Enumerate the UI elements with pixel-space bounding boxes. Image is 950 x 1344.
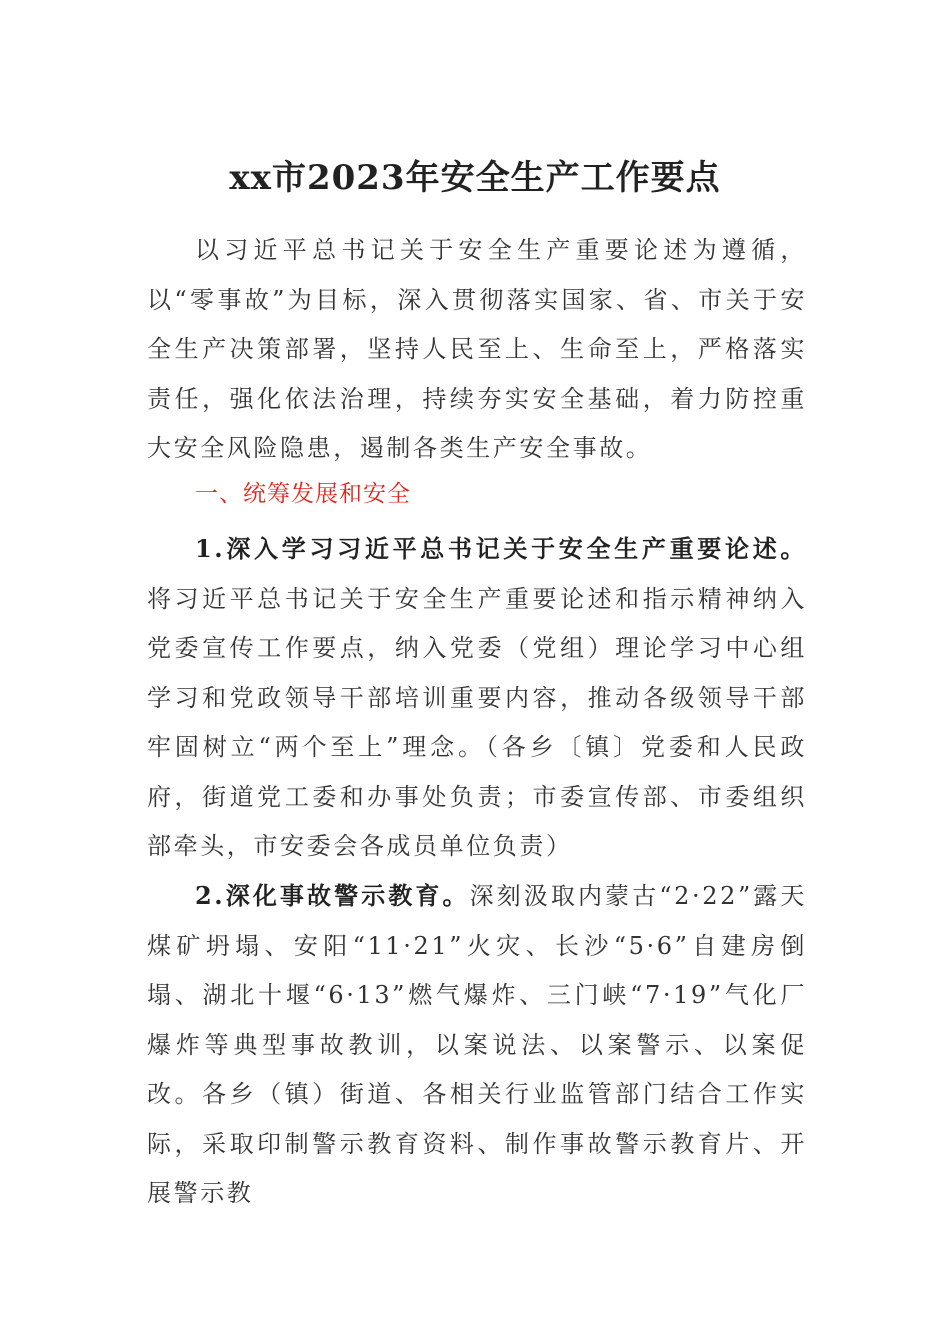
- item-paragraph-2: [147, 871, 807, 1219]
- item-lead-1: 1.深入学习习近平总书记关于安全生产重要论述。: [195, 534, 807, 563]
- document-title: xx市2023年安全生产工作要点: [229, 158, 721, 198]
- item-text-2: 深刻汲取内蒙古“2·22”露天煤矿坍塌、安阳“11·21”火灾、长沙“5·6”自建房倒塌、湖北十堰“6·13”燃气爆炸、三门峡“7·19”气化厂爆炸等典型事故教训，以案说法、以案警示、以案促改。各乡（镇）街道、各相关行业监管部门结合工作实际，采取印制警示教育资料、制作事故警示教育片、开展警示教: [147, 882, 808, 1207]
- item-text-1: 将习近平总书记关于安全生产重要论述和指示精神纳入党委宣传工作要点，纳入党委（党组）理论学习中心组学习和党政领导干部培训重要内容，推动各级领导干部牢固树立“两个至上”理念。（各乡〔镇〕党委和人民政府，街道党工委和办事处负责；市委宣传部、市委组织部牵头，市安委会各成员单位负责）: [147, 584, 807, 860]
- item-paragraph-1: [147, 524, 807, 872]
- intro-paragraph: 以习近平总书记关于安全生产重要论述为遵循，以“零事故”为目标，深入贯彻落实国家、省、市关于安全生产决策部署，坚持人民至上、生命至上，严格落实责任，强化依法治理，持续夯实安全基础，着力防控重大安全风险隐患，遏制各类生产安全事故。: [147, 236, 807, 462]
- section-heading: 一、统筹发展和安全: [195, 481, 411, 507]
- item-lead-2: 2.深化事故警示教育。: [195, 881, 470, 910]
